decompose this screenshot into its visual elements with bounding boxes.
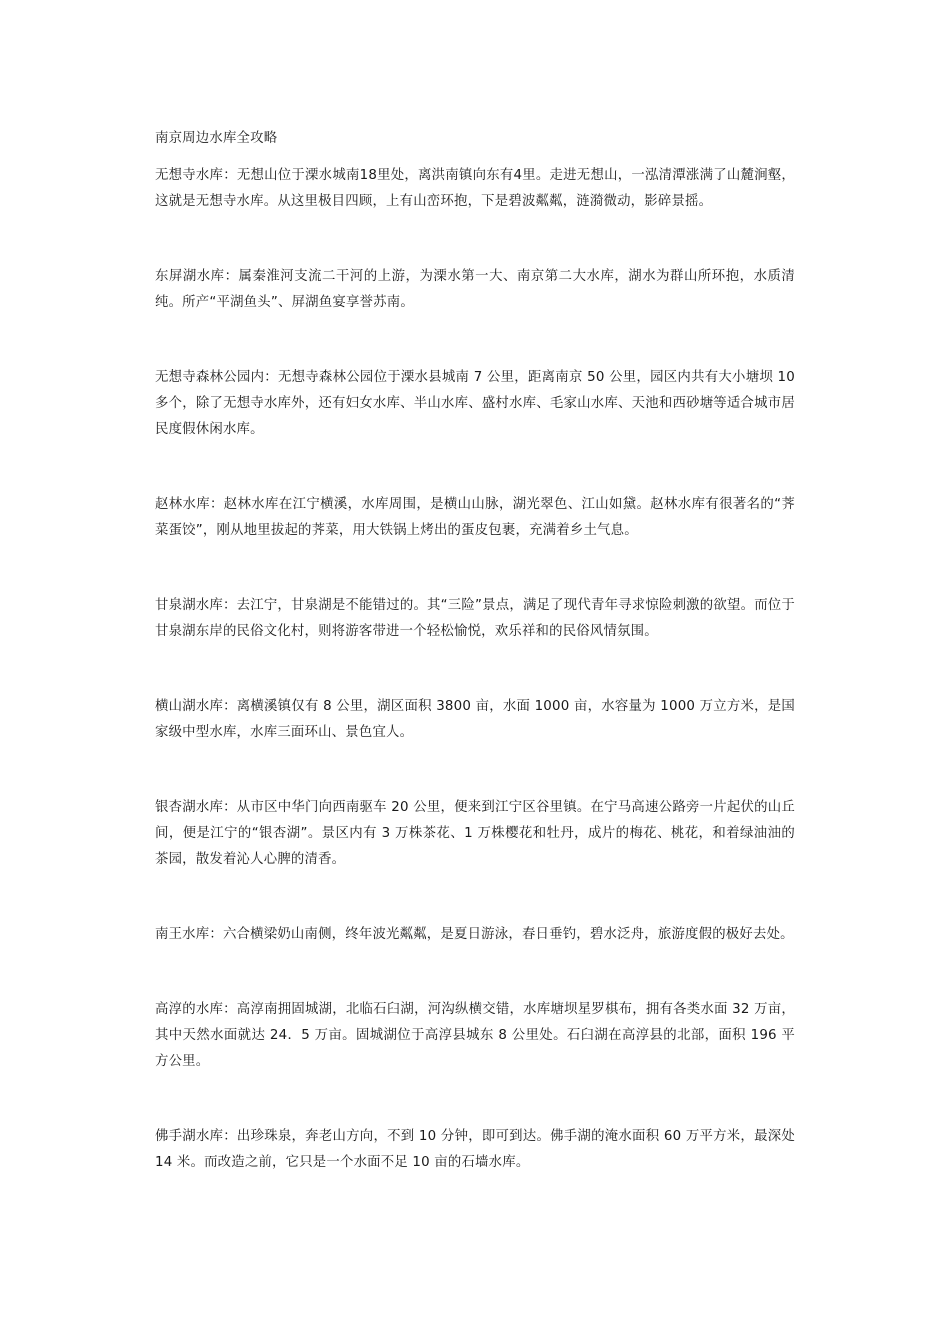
- document-title: 南京周边水库全攻略: [155, 131, 278, 146]
- entry-hengshanhu-reservoir: 横山湖水库：离横溪镇仅有 8 公里，湖区面积 3800 亩，水面 1000 亩，水容量为 1000 万立方米，是国家级中型水库，水库三面环山、景色宜人。: [155, 699, 795, 740]
- entry-dongpinghu-reservoir: 东屏湖水库：属秦淮河支流二干河的上游，为溧水第一大、南京第二大水库，湖水为群山所环抱，水质清纯。所产“平湖鱼头”、屏湖鱼宴享誉苏南。: [155, 269, 795, 310]
- entry-wuxiangsi-forest-park: 无想寺森林公园内：无想寺森林公园位于溧水县城南 7 公里，距离南京 50 公里，园区内共有大小塘坝 10 多个，除了无想寺水库外，还有妇女水库、半山水库、盛村水库、毛家山水库、天池和西砂塘等适合城市居民度假休闲水库。: [155, 370, 795, 437]
- entry-ganquanhu-reservoir: 甘泉湖水库：去江宁，甘泉湖是不能错过的。其“三险”景点，满足了现代青年寻求惊险刺激的欲望。而位于甘泉湖东岸的民俗文化村，则将游客带进一个轻松愉悦，欢乐祥和的民俗风情氛围。: [155, 598, 795, 639]
- entry-foshouhu-reservoir: 佛手湖水库：出珍珠泉，奔老山方向，不到 10 分钟，即可到达。佛手湖的淹水面积 60 万平方米，最深处 14 米。而改造之前，它只是一个水面不足 10 亩的石墙水库。: [155, 1129, 795, 1170]
- entry-nanwang-reservoir: 南王水库：六合横梁奶山南侧，终年波光粼粼，是夏日游泳，春日垂钓，碧水泛舟，旅游度假的极好去处。: [155, 927, 794, 942]
- entry-gaochun-reservoirs: 高淳的水库：高淳南拥固城湖，北临石臼湖，河沟纵横交错，水库塘坝星罗棋布，拥有各类水面 32 万亩，其中天然水面就达 24．5 万亩。固城湖位于高淳县城东 8 公里处。石臼湖在高淳县的北部，面积 196 平方公里。: [155, 1002, 795, 1069]
- document-body: [155, 126, 795, 1176]
- entry-yinxinghu-reservoir: 银杏湖水库：从市区中华门向西南驱车 20 公里，便来到江宁区谷里镇。在宁马高速公路旁一片起伏的山丘间，便是江宁的“银杏湖”。景区内有 3 万株茶花、1 万株樱花和牡丹，成片的梅花、桃花，和着绿油油的茶园，散发着沁人心脾的清香。: [155, 800, 795, 867]
- entry-wuxiangsi-reservoir: 无想寺水库：无想山位于溧水城南18里处，离洪南镇向东有4里。走进无想山，一泓清潭涨满了山麓涧壑，这就是无想寺水库。从这里极目四顾，上有山峦环抱，下是碧波粼粼，涟漪微动，影碎景摇。: [155, 168, 795, 209]
- entry-zhaolin-reservoir: 赵林水库：赵林水库在江宁横溪，水库周围，是横山山脉，湖光翠色、江山如黛。赵林水库有很著名的“荠菜蛋饺”，刚从地里拔起的荠菜，用大铁锅上烤出的蛋皮包裹，充满着乡土气息。: [155, 497, 795, 538]
